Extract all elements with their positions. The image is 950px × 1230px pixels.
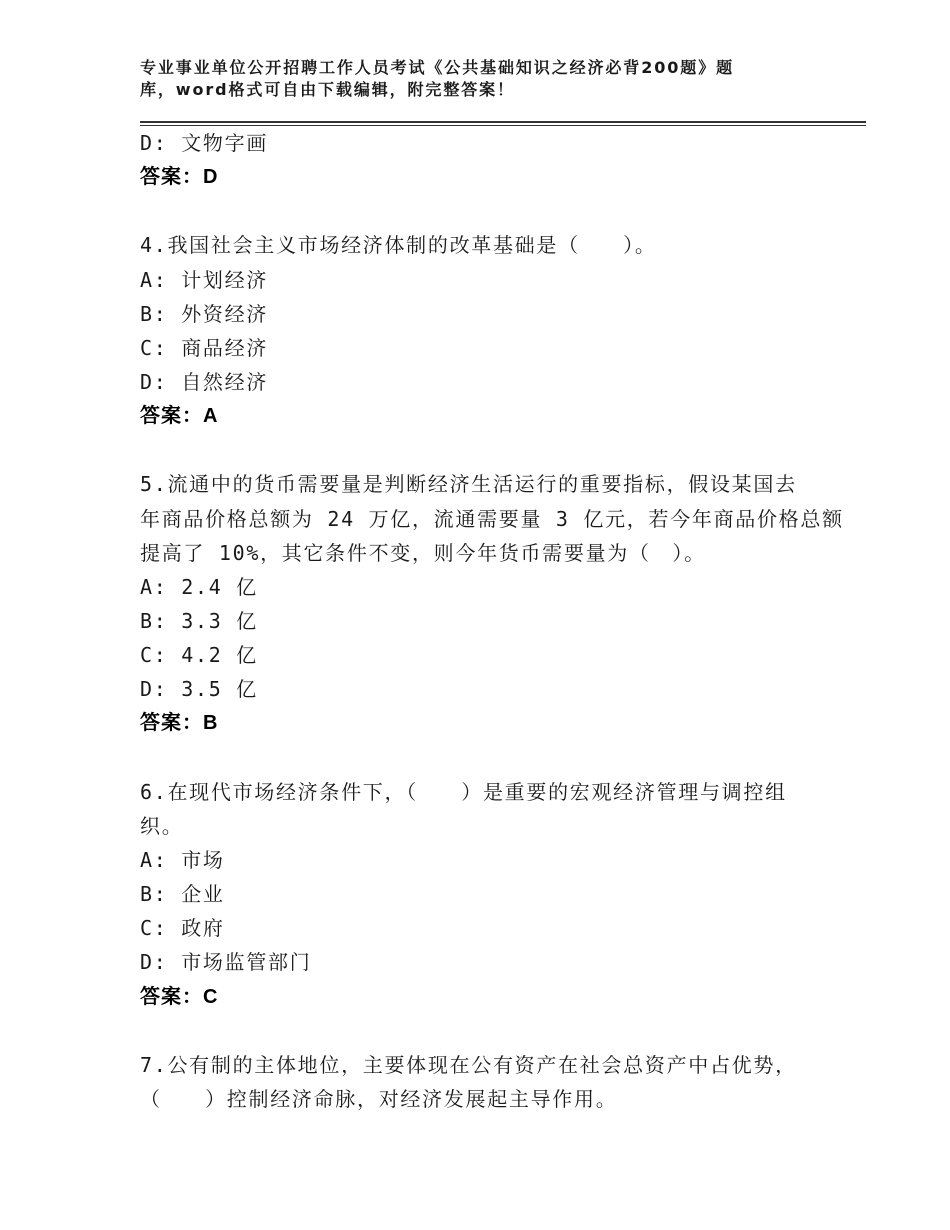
question-block: [140, 228, 840, 433]
previous-question-tail: [140, 126, 840, 194]
answer-option: D: 3.5 亿: [140, 677, 258, 702]
question-stem-line: 7.公有制的主体地位，主要体现在公有资产在社会总资产中占优势，: [140, 1052, 797, 1077]
question-block: [140, 1048, 840, 1116]
answer-option: D: 文物字画: [140, 131, 269, 155]
question-block: [140, 775, 840, 1014]
answer-option: B: 外资经济: [140, 301, 269, 326]
answer-option: A: 市场: [140, 847, 225, 872]
question-stem-line: 年商品价格总额为 24 万亿，流通需要量 3 亿元，若今年商品价格总额: [140, 506, 844, 531]
answer-option: C: 政府: [140, 916, 225, 941]
answer-option: A: 2.4 亿: [140, 574, 258, 599]
question-stem-line: （ ）控制经济命脉，对经济发展起主导作用。: [140, 1086, 618, 1111]
header-title-line-1: 专业事业单位公开招聘工作人员考试《公共基础知识之经济必背200题》题: [140, 58, 734, 77]
answer-key-line: 答案：B: [140, 712, 219, 735]
header-double-rule-thick: [140, 121, 866, 123]
answer-option: A: 计划经济: [140, 267, 269, 292]
question-stem-line: 6.在现代市场经济条件下，（ ）是重要的宏观经济管理与调控组: [140, 779, 787, 804]
answer-option: C: 商品经济: [140, 335, 269, 360]
question-stem-line: 4.我国社会主义市场经济体制的改革基础是（ ）。: [140, 233, 657, 258]
document-header: [140, 57, 860, 101]
question-stem-line: 提高了 10%，其它条件不变，则今年货币需要量为（ ）。: [140, 540, 706, 565]
header-title-line-2: 库，word格式可自由下载编辑，附完整答案！: [140, 80, 515, 99]
answer-option: C: 4.2 亿: [140, 643, 258, 668]
answer-option: B: 3.3 亿: [140, 608, 258, 633]
answer-key-line: 答案：A: [140, 405, 219, 428]
answer-key-line: 答案：C: [140, 985, 219, 1008]
question-list: [140, 126, 844, 1116]
question-block: [140, 467, 844, 740]
answer-option: D: 自然经济: [140, 369, 269, 394]
answer-option: D: 市场监管部门: [140, 950, 312, 975]
question-stem-line: 织。: [140, 813, 184, 838]
question-stem-line: 5.流通中的货币需要量是判断经济生活运行的重要指标，假设某国去: [140, 472, 797, 497]
answer-key-line: 答案：D: [140, 166, 219, 189]
answer-option: B: 企业: [140, 882, 225, 907]
